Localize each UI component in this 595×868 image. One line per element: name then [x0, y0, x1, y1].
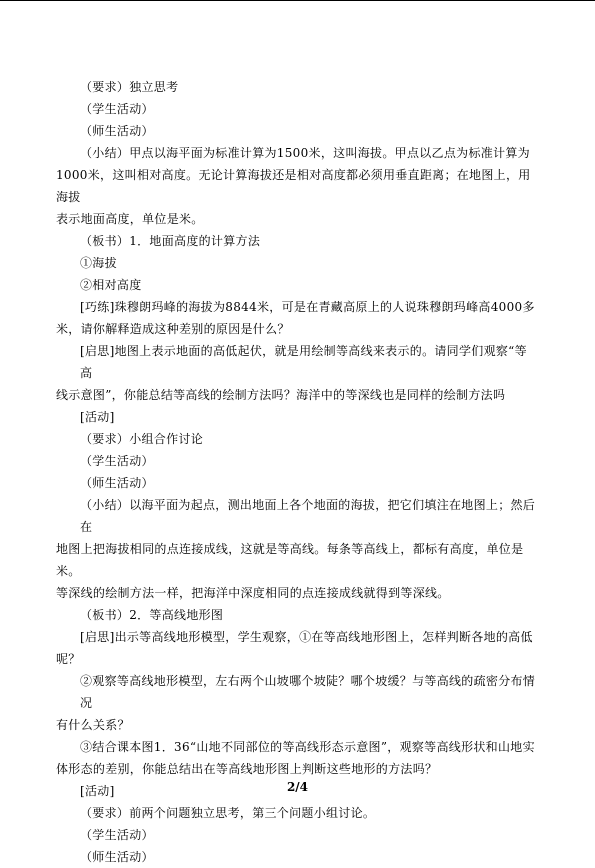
paragraph-line: ③结合课本图1．36“山地不同部位的等高线形态示意图”，观察等高线形状和山地实	[80, 740, 535, 754]
paragraph-line: 表示地面高度，单位是米。	[56, 212, 204, 226]
paragraph-line: [启思]出示等高线地形模型，学生观察，①在等高线地形图上，怎样判断各地的高低	[80, 630, 533, 644]
paragraph-line: [活动]	[80, 410, 115, 424]
paragraph-line: 有什么关系？	[56, 718, 130, 732]
paragraph-line: （学生活动）	[80, 828, 154, 842]
paragraph-line: （小结）以海平面为起点，测出地面上各个地面的海拔，把它们填注在地图上；然后在	[80, 498, 536, 534]
paragraph-line: （要求）独立思考	[80, 80, 179, 94]
paragraph-line: [巧练]珠穆朗玛峰的海拔为8844米，可是在青藏高原上的人说珠穆朗玛峰高4000多	[80, 300, 535, 314]
paragraph-line: （师生活动）	[80, 850, 154, 864]
paragraph-line: ②相对高度	[80, 278, 142, 292]
top-rule	[0, 0, 595, 1]
body-text	[56, 76, 536, 868]
paragraph-line: （师生活动）	[80, 124, 154, 138]
paragraph-line: 体形态的差别，你能总结出在等高线地形图上判断这些地形的方法吗？	[56, 762, 438, 776]
paragraph-line: ①海拔	[80, 256, 117, 270]
paragraph-line: （师生活动）	[80, 476, 154, 490]
paragraph-line: （小结）甲点以海平面为标准计算为1500米，这叫海拔。甲点以乙点为标准计算为	[80, 146, 530, 160]
paragraph-line: ②观察等高线地形模型，左右两个山坡哪个坡陡？哪个坡缓？与等高线的疏密分布情况	[80, 674, 536, 710]
paragraph-line: [启思]地图上表示地面的高低起伏，就是用绘制等高线来表示的。请同学们观察“等高	[80, 344, 527, 380]
paragraph-line: （学生活动）	[80, 102, 154, 116]
page-number: 2/4	[286, 780, 309, 794]
paragraph-line: 等深线的绘制方法一样，把海洋中深度相同的点连接成线就得到等深线。	[56, 586, 450, 600]
paragraph-line: [活动]	[80, 784, 115, 798]
paragraph-line: 米，请你解释造成这种差别的原因是什么？	[56, 322, 290, 336]
paragraph-line: （板书）2．等高线地形图	[80, 608, 224, 622]
paragraph-line: 1000米，这叫相对高度。无论计算海拔还是相对高度都必须用垂直距离；在地图上，用海拔	[56, 168, 531, 204]
paragraph-line: （要求）小组合作讨论	[80, 432, 204, 446]
paragraph-line: 呢？	[56, 652, 81, 666]
paragraph-line: （学生活动）	[80, 454, 154, 468]
paragraph-line: （要求）前两个问题独立思考，第三个问题小组讨论。	[80, 806, 376, 820]
paragraph-line: 地图上把海拔相同的点连接成线，这就是等高线。每条等高线上，都标有高度，单位是米。	[56, 542, 524, 578]
paragraph-line: 线示意图”，你能总结等高线的绘制方法吗？海洋中的等深线也是同样的绘制方法吗	[56, 388, 506, 402]
paragraph-line: （板书）1．地面高度的计算方法	[80, 234, 261, 248]
